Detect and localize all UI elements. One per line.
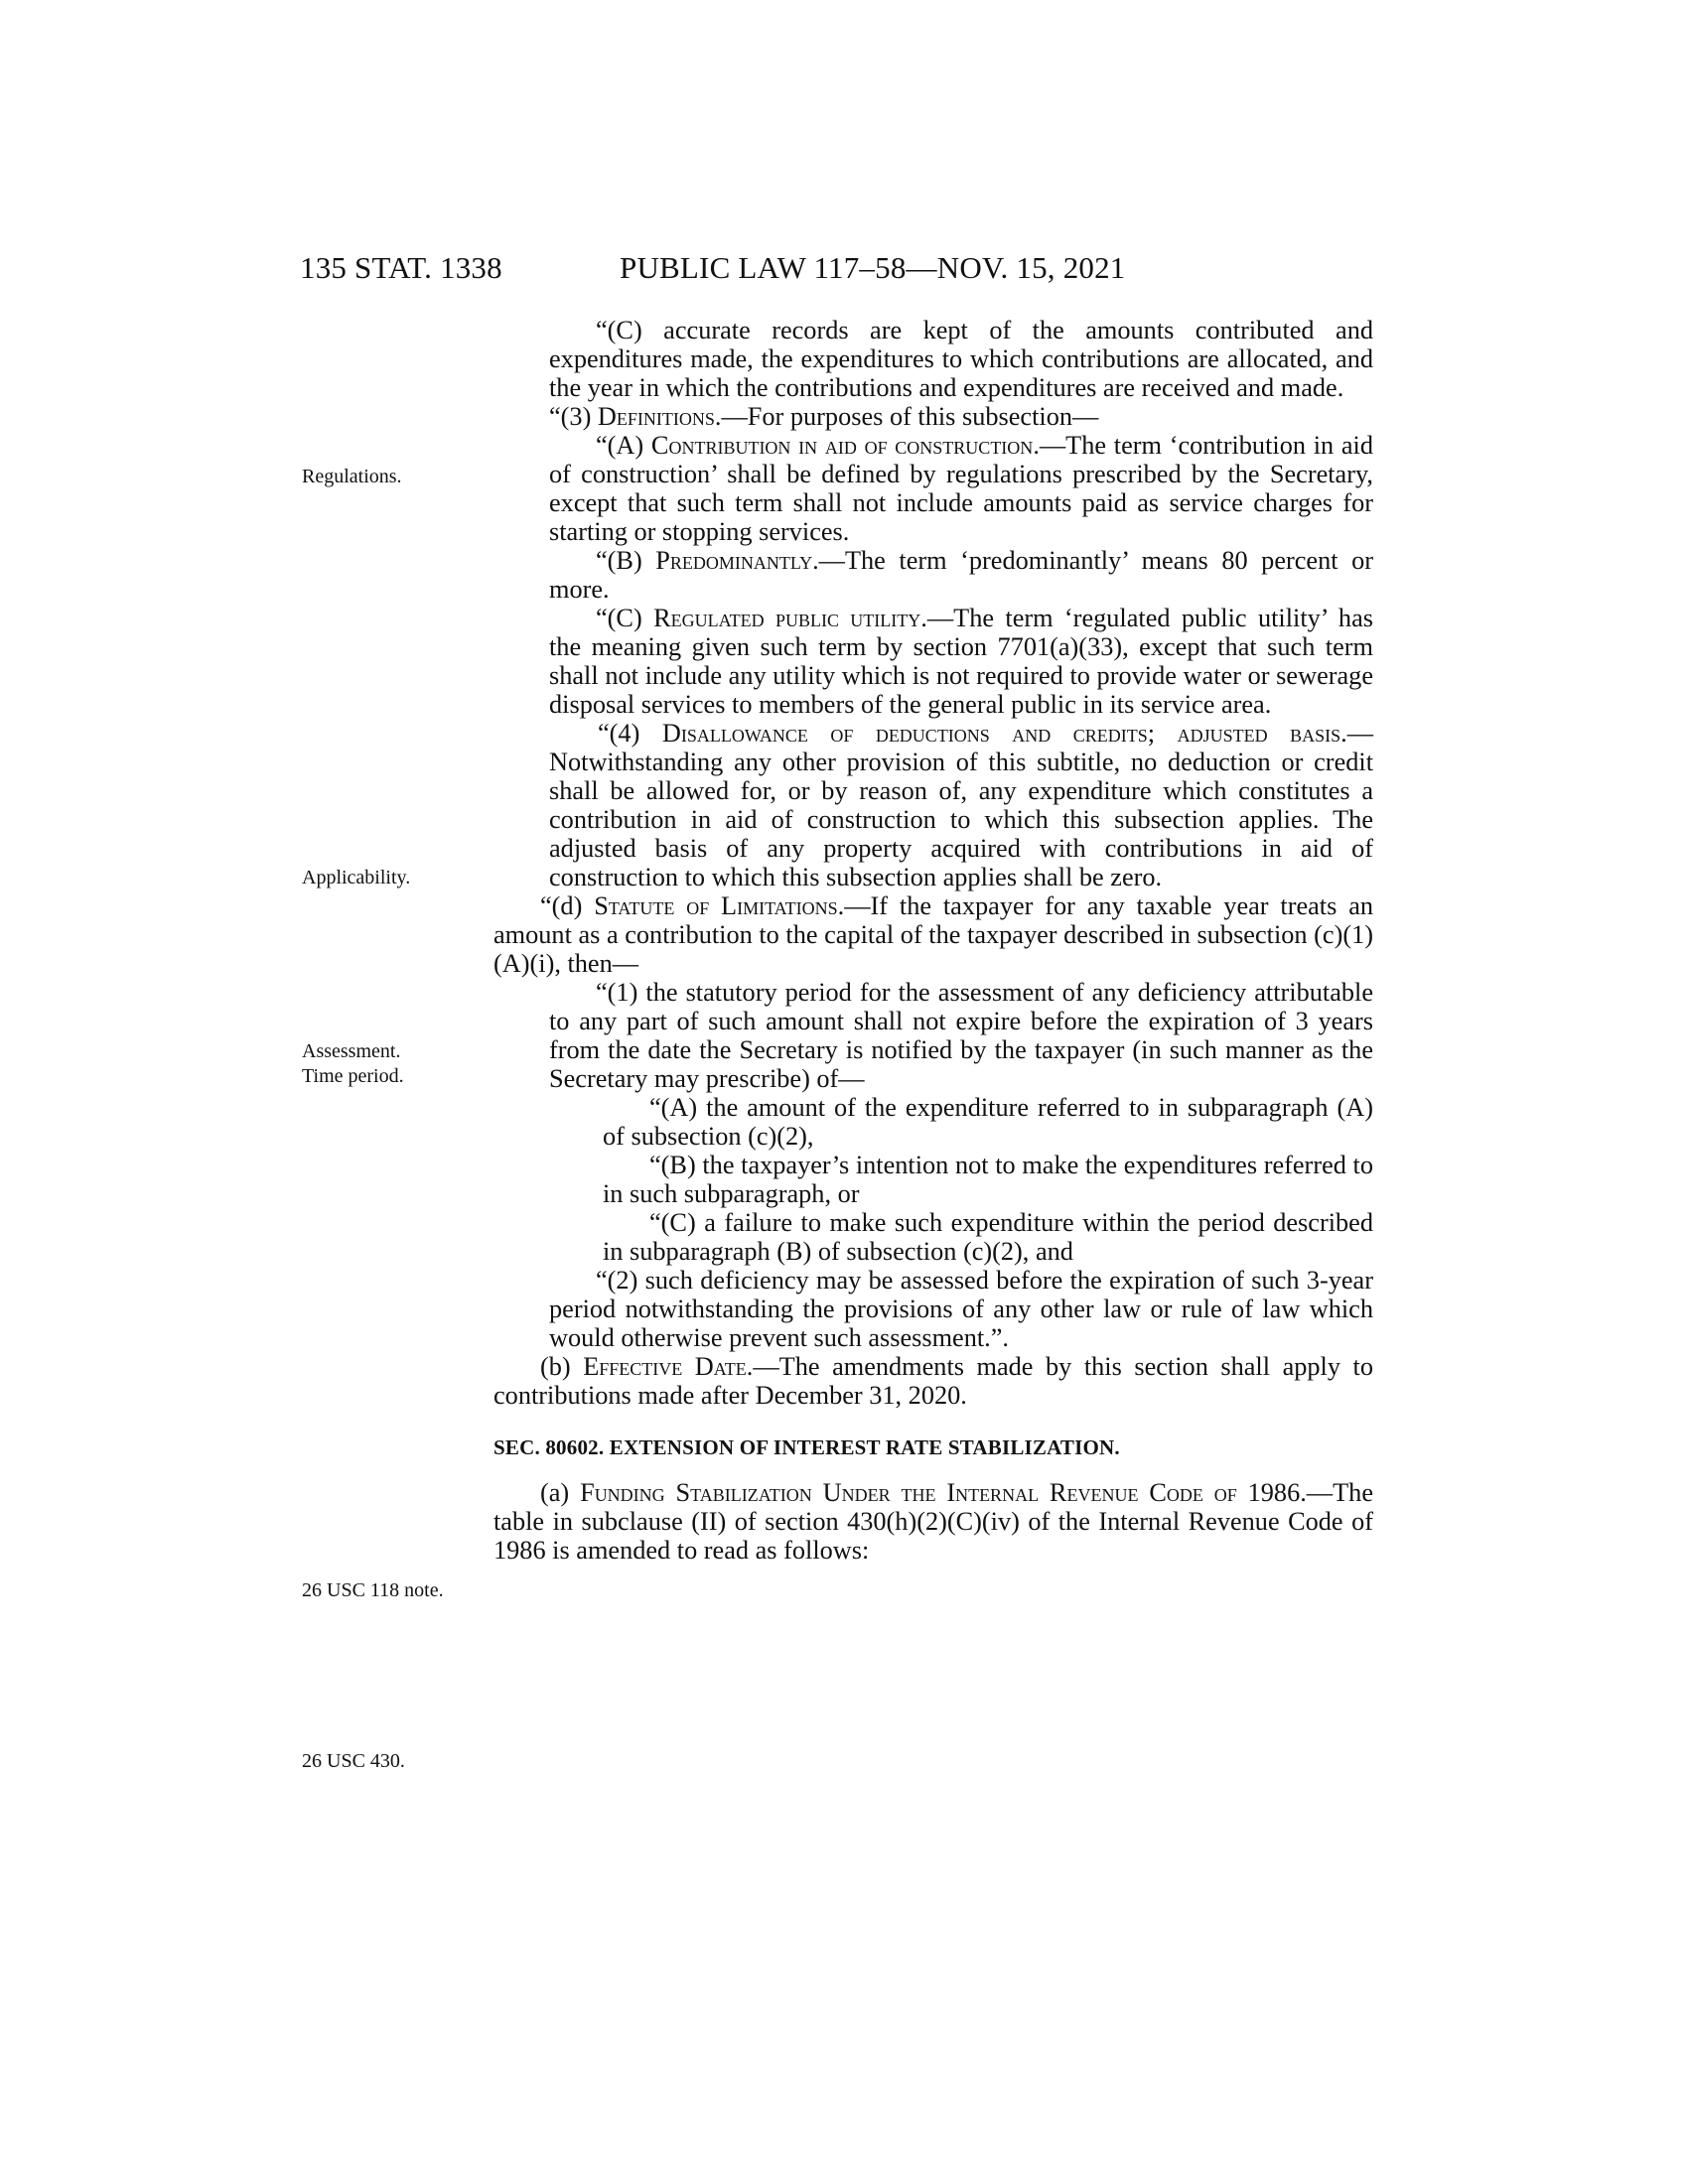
margin-note-applicability: Applicability. <box>302 867 411 888</box>
margin-note-26-usc-430: 26 USC 430. <box>302 1750 405 1772</box>
page-title: PUBLIC LAW 117–58—NOV. 15, 2021 <box>620 250 1126 285</box>
paragraph-dB: “(B) the taxpayer’s intention not to make the expenditures referred to in such subparagraph, or <box>603 1151 1373 1208</box>
paragraph-dA: “(A) the amount of the expenditure referred to in subparagraph (A) of subsection (c)(2), <box>603 1093 1373 1151</box>
paragraph-c-records: “(C) accurate records are kept of the amounts contributed and expenditures made, the expenditures to which contributions are allocated, and the year in which the contributions and expenditures are received and made. <box>549 316 1373 402</box>
section-heading: SEC. 80602. EXTENSION OF INTEREST RATE STABILIZATION. <box>493 1435 1120 1459</box>
statute-page-number: 135 STAT. 1338 <box>300 250 502 285</box>
paragraph-4-disallowance: “(4) Disallowance of deductions and credits; adjusted basis.—Notwithstanding any other provision of this subtitle, no deduction or credit shall be allowed for, or by reason of, any expenditure which constitutes a contribution in aid of construction to which this subsection applies. The adjusted basis of any property acquired with contributions in aid of construction to which this subsection applies shall be zero. <box>549 719 1373 891</box>
paragraph-b-predominantly: “(B) Predominantly.—The term ‘predominantly’ means 80 percent or more. <box>549 546 1373 604</box>
paragraph-b-effective-date: (b) Effective Date.—The amendments made by this section shall apply to contributions made after December 31, 2020. <box>493 1352 1373 1410</box>
paragraph-d2: “(2) such deficiency may be assessed before the expiration of such 3-year period notwithstanding the provisions of any other law or rule of law which would otherwise prevent such assessment.”. <box>549 1266 1373 1352</box>
paragraph-d1: “(1) the statutory period for the assessment of any deficiency attributable to any part of such amount shall not expire before the expiration of 3 years from the date the Secretary is notified by the taxpayer (in such manner as the Secretary may prescribe) of— <box>549 978 1373 1093</box>
paragraph-c-regulated-public-utility: “(C) Regulated public utility.—The term ‘regulated public utility’ has the meaning given such term by section 7701(a)(33), except that such term shall not include any utility which is not required to provide water or sewerage disposal services to members of the general public in its service area. <box>549 604 1373 719</box>
document-body <box>493 316 1373 1565</box>
margin-note-regulations: Regulations. <box>302 466 402 487</box>
margin-note-time-period: Time period. <box>302 1065 404 1087</box>
margin-note-assessment: Assessment. <box>302 1040 401 1062</box>
paragraph-a-contribution: “(A) Contribution in aid of construction.—The term ‘contribution in aid of construction’ shall be defined by regulations prescribed by the Secretary, except that such term shall not include amounts paid as service charges for starting or stopping services. <box>549 431 1374 546</box>
paragraph-3-definitions: “(3) Definitions.—For purposes of this subsection— <box>549 402 1099 431</box>
paragraph-a-funding-stabilization: (a) Funding Stabilization Under the Internal Revenue Code of 1986.—The table in subclause (II) of section 430(h)(2)(C)(iv) of the Internal Revenue Code of 1986 is amended to read as follows: <box>493 1478 1373 1565</box>
margin-note-26-usc-118: 26 USC 118 note. <box>302 1579 444 1601</box>
paragraph-d-statute-of-limitations: “(d) Statute of Limitations.—If the taxpayer for any taxable year treats an amount as a contribution to the capital of the taxpayer described in subsection (c)(1)(A)(i), then— <box>493 891 1374 978</box>
paragraph-dC: “(C) a failure to make such expenditure within the period described in subparagraph (B) of subsection (c)(2), and <box>603 1208 1373 1266</box>
